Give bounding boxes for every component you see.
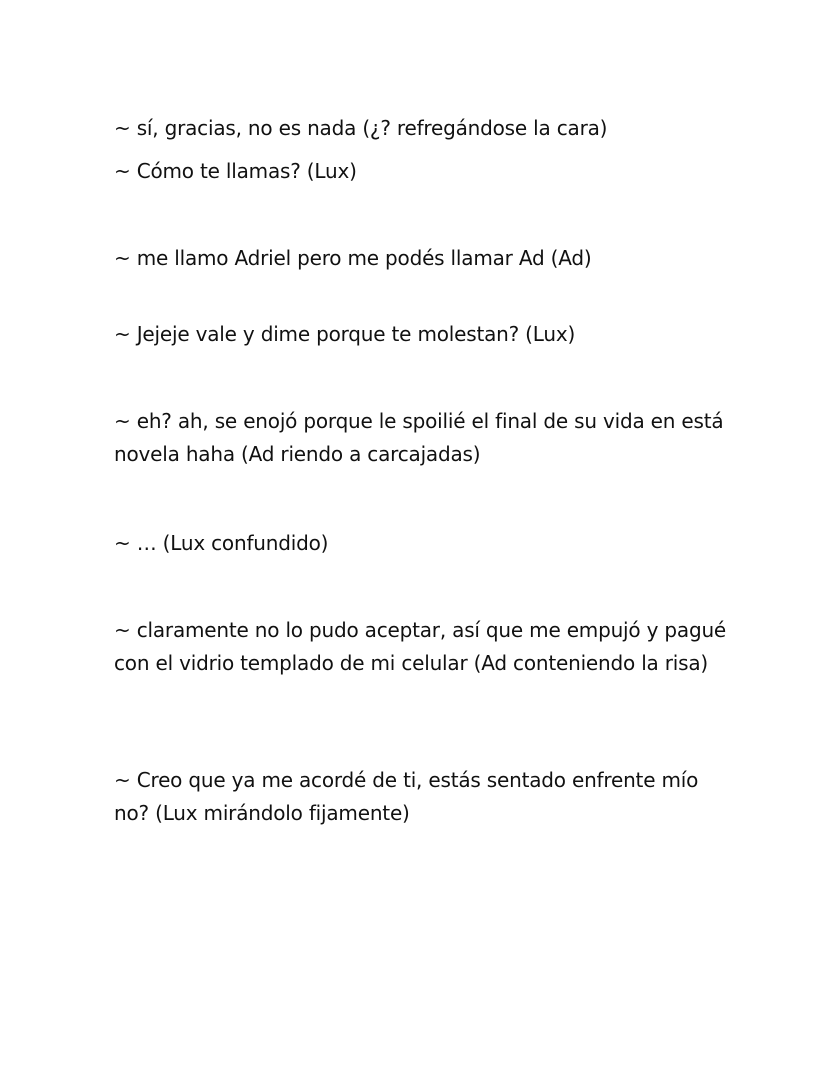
dialogue-line: ~ Jejeje vale y dime porque te molestan? (Lux) <box>114 322 576 346</box>
dialogue-line: ~ eh? ah, se enojó porque le spoilié el final de su vida en está novela haha (Ad riendo a carcajadas) <box>114 409 724 466</box>
dialogue-line: ~ … (Lux confundido) <box>114 531 329 555</box>
dialogue-line: ~ me llamo Adriel pero me podés llamar Ad (Ad) <box>114 246 592 270</box>
dialogue-line: ~ claramente no lo pudo aceptar, así que me empujó y pagué con el vidrio templado de mi celular (Ad conteniendo la risa) <box>114 618 727 675</box>
dialogue-line: ~ sí, gracias, no es nada (¿? refregándose la cara) <box>114 116 608 140</box>
dialogue-line: ~ Cómo te llamas? (Lux) <box>114 159 357 183</box>
dialogue-line: ~ Creo que ya me acordé de ti, estás sentado enfrente mío no? (Lux mirándolo fijamente) <box>114 768 699 825</box>
